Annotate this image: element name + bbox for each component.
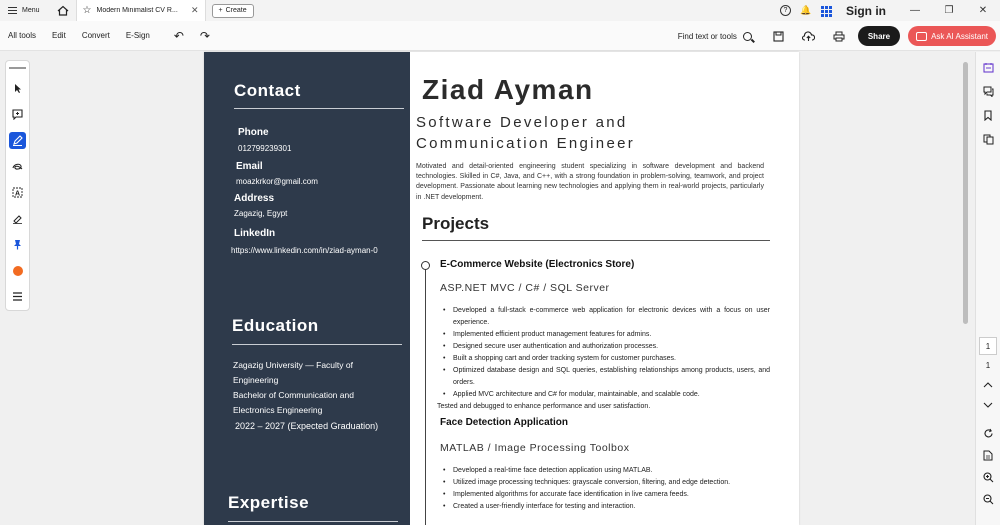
list-item: • Optimized database design and SQL queries, establishing relationships among products, users, and orders.	[440, 365, 770, 389]
list-item: • Implemented efficient product management features for admins.	[440, 329, 770, 341]
email-label: Email	[236, 161, 263, 172]
education-line: Electronics Engineering	[233, 405, 323, 415]
pages-icon[interactable]	[981, 132, 995, 146]
zoom-out-icon[interactable]	[981, 492, 995, 506]
comment-icon[interactable]	[9, 106, 26, 123]
text-select-icon[interactable]	[9, 184, 26, 201]
sign-in-button[interactable]: Sign in	[846, 3, 886, 18]
ai-summary-icon[interactable]	[981, 60, 995, 74]
save-icon[interactable]	[772, 29, 786, 43]
svg-text:A: A	[15, 190, 21, 198]
education-line: Engineering	[233, 375, 279, 385]
phone-label: Phone	[238, 127, 269, 138]
minimize-icon[interactable]: —	[910, 5, 920, 16]
email-value: moazkrkor@gmail.com	[236, 177, 318, 186]
sign-icon[interactable]	[9, 210, 26, 227]
education-line: Zagazig University — Faculty of	[233, 360, 353, 370]
right-side-panel	[975, 52, 1000, 525]
expertise-divider	[228, 521, 398, 522]
projects-heading: Projects	[422, 214, 490, 233]
address-label: Address	[234, 193, 275, 204]
menu-button[interactable]	[0, 0, 48, 21]
project-tech: MATLAB / Image Processing Toolbox	[440, 442, 630, 454]
project-timeline	[425, 266, 426, 525]
education-heading: Education	[232, 316, 319, 335]
education-dates: 2022 – 2027 (Expected Graduation)	[235, 421, 379, 431]
more-tools-icon[interactable]	[9, 288, 26, 305]
share-button[interactable]: Share	[858, 26, 900, 46]
title-bar	[0, 0, 1000, 21]
panel-grip[interactable]	[9, 67, 26, 69]
expertise-heading: Expertise	[228, 493, 310, 512]
bookmarks-icon[interactable]	[981, 108, 995, 122]
document-viewport[interactable]	[0, 52, 975, 525]
upload-cloud-icon[interactable]	[802, 29, 816, 43]
current-page-field[interactable]: 1	[979, 337, 997, 355]
color-picker-icon[interactable]	[9, 262, 26, 279]
education-line: Bachelor of Communication and	[233, 390, 354, 400]
toolbar-convert[interactable]: Convert	[81, 31, 110, 40]
undo-icon[interactable]: ↶	[173, 28, 184, 43]
refresh-icon[interactable]	[981, 426, 995, 440]
quick-tools-panel	[5, 60, 30, 311]
comments-panel-icon[interactable]	[981, 84, 995, 98]
pdf-page	[204, 52, 799, 525]
list-item: • Created a user-friendly interface for testing and interaction.	[440, 501, 770, 513]
zoom-in-icon[interactable]	[981, 470, 995, 484]
ai-assistant-label: Ask AI Assistant	[931, 31, 988, 41]
pin-icon[interactable]	[9, 236, 26, 253]
list-item: • Built a shopping cart and order tracking system for customer purchases.	[440, 353, 770, 365]
highlight-icon[interactable]	[9, 132, 26, 149]
total-pages: 1	[985, 361, 991, 370]
scroll-down-icon[interactable]	[981, 398, 995, 412]
ai-assistant-button[interactable]	[908, 26, 996, 46]
close-window-icon[interactable]: ✕	[978, 5, 988, 16]
list-item: • Designed secure user authentication and authorization processes.	[440, 341, 770, 353]
phone-value: 012799239301	[238, 144, 292, 153]
select-icon[interactable]	[9, 80, 26, 97]
project-tech: ASP.NET MVC / C# / SQL Server	[440, 282, 610, 294]
education-block	[233, 358, 403, 434]
candidate-name: Ziad Ayman	[422, 74, 594, 105]
star-icon[interactable]: ☆	[82, 4, 92, 16]
find-label: Find text or tools	[677, 31, 737, 41]
toolbar-edit[interactable]: Edit	[52, 31, 66, 40]
list-item: • Implemented algorithms for accurate face identification in live camera feeds.	[440, 489, 770, 501]
project-title: Face Detection Application	[440, 417, 568, 428]
education-divider	[232, 344, 402, 345]
role-line-1: Software Developer and	[416, 114, 628, 131]
close-tab-icon[interactable]: ✕	[190, 5, 199, 15]
projects-divider	[422, 240, 770, 241]
home-icon[interactable]	[56, 4, 70, 18]
scroll-up-icon[interactable]	[981, 378, 995, 392]
list-item: Tested and debugged to enhance performance and user satisfaction.	[437, 403, 651, 410]
contact-heading: Contact	[234, 81, 301, 100]
document-properties-icon[interactable]	[981, 448, 995, 462]
tab-title: Modern Minimalist CV R...	[96, 7, 178, 14]
main-toolbar	[0, 21, 1000, 51]
notification-bell-icon[interactable]: 🔔	[800, 5, 812, 15]
restore-icon[interactable]: ❐	[944, 5, 954, 16]
address-value: Zagazig, Egypt	[234, 209, 288, 218]
candidate-role	[416, 112, 635, 154]
vertical-scrollbar[interactable]	[963, 62, 968, 324]
find-text-tools[interactable]	[678, 32, 752, 41]
toolbar-all-tools[interactable]: All tools	[8, 31, 37, 40]
search-icon	[743, 32, 752, 41]
menu-label: Menu	[22, 7, 40, 14]
ai-assistant-icon	[916, 32, 927, 41]
role-line-2: Communication Engineer	[416, 135, 636, 152]
plus-icon: +	[218, 7, 223, 14]
redo-icon[interactable]: ↷	[199, 28, 210, 43]
list-item: • Utilized image processing techniques: grayscale conversion, filtering, and edge detection.	[440, 477, 770, 489]
project-bullets	[437, 305, 770, 413]
contact-divider	[234, 108, 404, 109]
help-icon[interactable]: ?	[780, 5, 791, 16]
project-title: E-Commerce Website (Electronics Store)	[440, 259, 635, 270]
profile-summary: Motivated and detail-oriented engineering student specializing in software development and backend technologies. Skilled in C#, Java, and C++, with a strong foundation in problem-solving, teamwork, and project development. Passionate about learning new technologies and applying them in real-world projects, particularly in .NET development.	[416, 163, 764, 201]
list-item: • Applied MVC architecture and C# for modular, maintainable, and scalable code.	[440, 389, 770, 401]
apps-grid-icon[interactable]	[821, 6, 831, 16]
list-item: • Developed a real-time face detection application using MATLAB.	[440, 465, 770, 477]
create-button[interactable]	[212, 4, 254, 18]
toolbar-esign[interactable]: E-Sign	[125, 31, 150, 40]
timeline-dot	[421, 261, 430, 270]
project-bullets	[440, 465, 770, 513]
draw-icon[interactable]	[9, 158, 26, 175]
hamburger-icon	[8, 7, 17, 14]
print-icon[interactable]	[832, 29, 846, 43]
create-label: Create	[225, 7, 247, 14]
linkedin-value[interactable]: https://www.linkedin.com/in/ziad-ayman-0	[231, 246, 378, 255]
document-tab[interactable]	[76, 0, 206, 21]
linkedin-label: LinkedIn	[234, 228, 276, 239]
resume-sidebar	[204, 52, 410, 525]
list-item: • Developed a full-stack e-commerce web application for electronic devices with a focus on user experience.	[440, 305, 770, 329]
